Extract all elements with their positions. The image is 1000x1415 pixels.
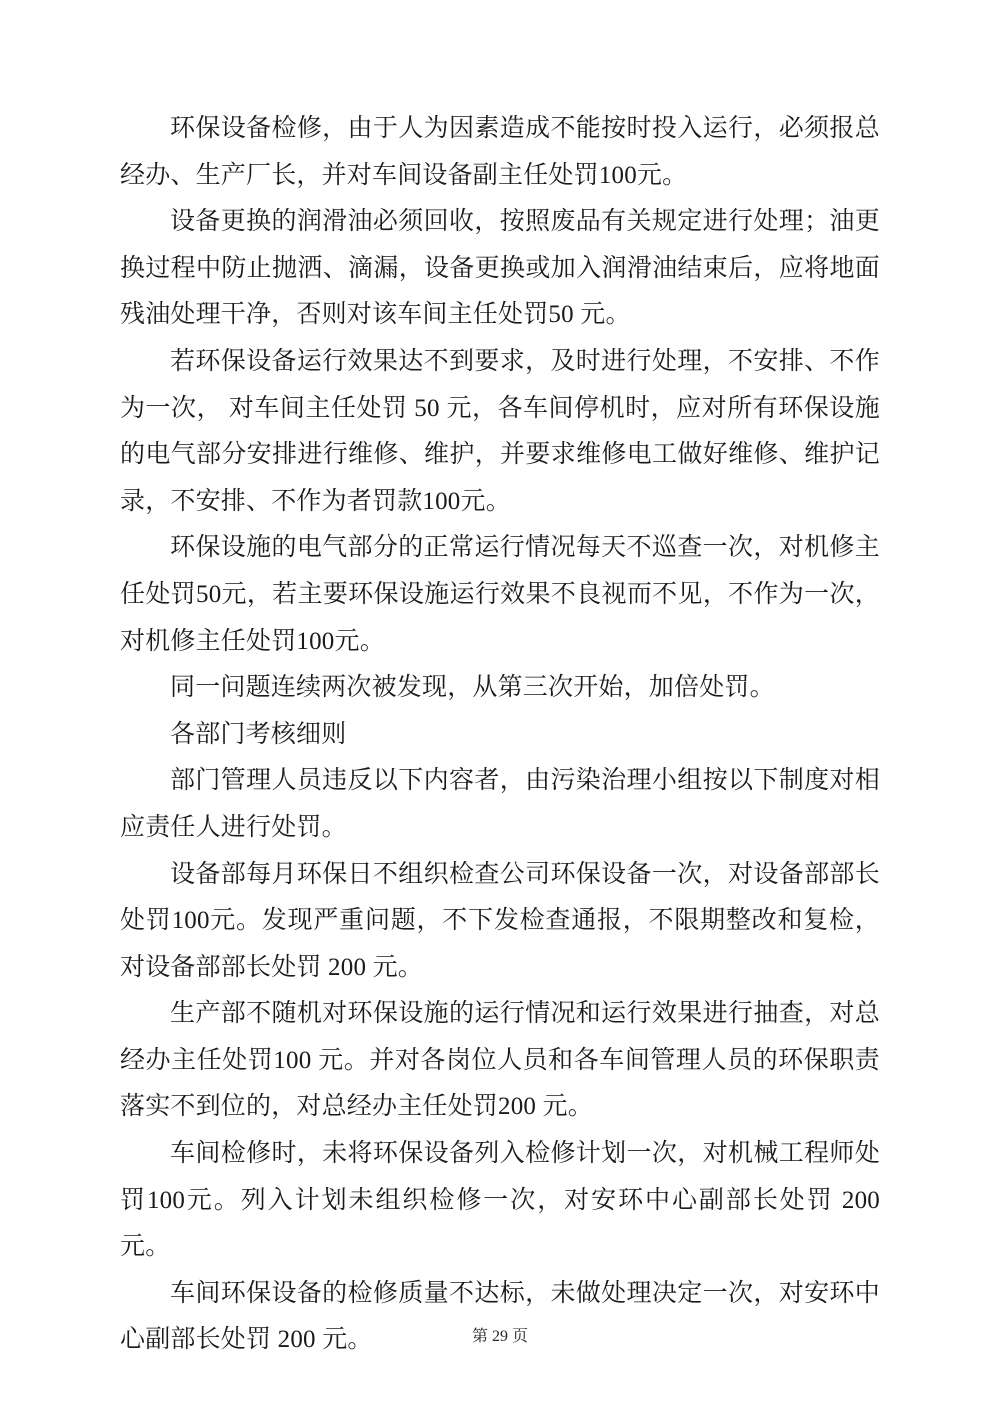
- paragraph: 生产部不随机对环保设施的运行情况和运行效果进行抽查，对总经办主任处罚100 元。并对各岗位人员和各车间管理人员的环保职责落实不到位的，对总经办主任处罚200 元。: [120, 1000, 880, 1121]
- section-heading-paragraph: 各部门考核细则: [170, 720, 347, 748]
- paragraph: 设备部每月环保日不组织检查公司环保设备一次，对设备部部长处罚100元。发现严重问题，不下发检查通报，不限期整改和复检，对设备部部长处罚 200 元。: [120, 860, 880, 981]
- page-number: 第 29 页: [471, 1328, 528, 1345]
- paragraph: 车间环保设备的检修质量不达标，未做处理决定一次，对安环中心副部长处罚 200 元。: [120, 1279, 880, 1354]
- paragraph: 若环保设备运行效果达不到要求，及时进行处理，不安排、不作为一次， 对车间主任处罚 50 元，各车间停机时，应对所有环保设施的电气部分安排进行维修、维护，并要求维修电工做好维修、维护记录，不安排、不作为者罚款100元。: [120, 347, 880, 515]
- paragraph: 设备更换的润滑油必须回收，按照废品有关规定进行处理；油更换过程中防止抛洒、滴漏，设备更换或加入润滑油结束后，应将地面残油处理干净，否则对该车间主任处罚50 元。: [120, 208, 880, 329]
- paragraph: 环保设施的电气部分的正常运行情况每天不巡查一次，对机修主任处罚50元，若主要环保设施运行效果不良视而不见，不作为一次，对机修主任处罚100元。: [120, 534, 880, 655]
- paragraph: 部门管理人员违反以下内容者，由污染治理小组按以下制度对相应责任人进行处罚。: [120, 767, 880, 841]
- paragraph: 车间检修时，未将环保设备列入检修计划一次，对机械工程师处罚100元。列入计划未组织检修一次，对安环中心副部长处罚 200 元。: [120, 1140, 880, 1261]
- page-content: [120, 106, 880, 1364]
- paragraph: 同一问题连续两次被发现，从第三次开始，加倍处罚。: [170, 674, 775, 702]
- paragraph: 环保设备检修，由于人为因素造成不能按时投入运行，必须报总经办、生产厂长，并对车间设备副主任处罚100元。: [120, 115, 880, 189]
